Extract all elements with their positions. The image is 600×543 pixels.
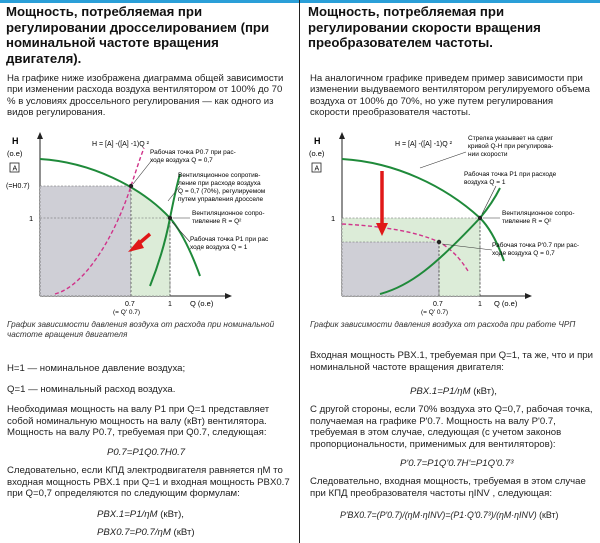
q1-def: Q=1 — номинальный расход воздуха. bbox=[7, 384, 176, 395]
curve-formula: H = [A] -([A] -1)Q ² bbox=[92, 141, 149, 148]
right-title: Мощность, потребляемая при регулировании скорости вращения преобразователем частоты. bbox=[308, 4, 541, 50]
right-caption: График зависимости давления воздуха от расхода при работе ЧРП bbox=[310, 320, 576, 329]
left-eff-text: Следовательно, если КПД электродвигателя равняется ηM то входная мощность PBX.1 при Q=1 и входная мощность PBX0.7 при Q=0,7 определяются по следующим формулам: bbox=[7, 465, 290, 500]
svg-text:(o.e): (o.e) bbox=[309, 149, 325, 158]
accent-bar-right bbox=[300, 0, 600, 3]
right-column bbox=[300, 0, 600, 543]
right-formula-3: P'BX0.7=(P'0.7)/(ηM·ηINV)=(P1·Q'0.7³)/(ηM·ηINV) (кВт) bbox=[340, 510, 559, 520]
point-p07 bbox=[129, 184, 133, 188]
svg-text:кривой Q-H при регулирова-: кривой Q-H при регулирова- bbox=[468, 143, 554, 150]
svg-text:Вентиляционное сопро-: Вентиляционное сопро- bbox=[192, 210, 265, 217]
right-formula-1: PBX.1=P1/ηM (кВт), bbox=[410, 386, 497, 397]
h1-def: H=1 — номинальное давление воздуха; bbox=[7, 363, 186, 374]
svg-text:Стрелка указывает на сдвиг: Стрелка указывает на сдвиг bbox=[468, 135, 554, 142]
point-p1 bbox=[168, 216, 172, 220]
svg-text:Рабочая точка P'0.7 при рас-: Рабочая точка P'0.7 при рас- bbox=[492, 242, 580, 249]
y-label: H bbox=[12, 136, 19, 146]
y-one: 1 bbox=[29, 214, 34, 223]
svg-text:(= Q' 0.7): (= Q' 0.7) bbox=[421, 309, 449, 316]
left-formula-3: PBX0.7=P0.7/ηM (кВт) bbox=[97, 527, 195, 538]
y-h07: (=H0.7) bbox=[6, 183, 30, 190]
left-caption: График зависимости давления воздуха от расхода при номинальной частоте вращения двигателя bbox=[7, 320, 275, 339]
svg-text:воздуха Q = 1: воздуха Q = 1 bbox=[464, 179, 506, 186]
left-formula-1: P0.7=P1Q0.7H0.7 bbox=[107, 447, 186, 458]
svg-text:Q (o.e): Q (o.e) bbox=[190, 299, 214, 308]
svg-text:H = [A] -([A] -1)Q ²: H = [A] -([A] -1)Q ² bbox=[395, 141, 452, 148]
svg-text:1: 1 bbox=[478, 301, 482, 308]
y-unit: (o.e) bbox=[7, 149, 23, 158]
svg-text:(= Q' 0.7): (= Q' 0.7) bbox=[113, 309, 141, 316]
svg-text:путем управления дросселе: путем управления дросселе bbox=[178, 196, 264, 203]
svg-text:Вентиляционное сопро-: Вентиляционное сопро- bbox=[502, 210, 575, 217]
svg-text:A: A bbox=[12, 165, 18, 173]
left-formula-2: PBX.1=P1/ηM (кВт), bbox=[97, 509, 184, 520]
svg-text:тивление R = Q²: тивление R = Q² bbox=[502, 218, 552, 225]
svg-text:0.7: 0.7 bbox=[125, 301, 135, 308]
svg-text:тивление R = Q²: тивление R = Q² bbox=[192, 218, 242, 225]
svg-text:ление при расходе воздуха: ление при расходе воздуха bbox=[178, 180, 261, 187]
left-chart bbox=[0, 126, 300, 316]
p07-rect bbox=[40, 186, 131, 296]
right-other-text: С другой стороны, если 70% воздуха это Q=0,7, рабочая точка, получаемая на графике P'0.7. Мощность на валу P'0.7, требуемая в этом случае, следующая (с учетом законов пропорциональности, применимых для вентиляторов): bbox=[310, 404, 593, 450]
svg-text:1: 1 bbox=[331, 214, 336, 223]
svg-text:1: 1 bbox=[168, 301, 172, 308]
svg-text:0.7: 0.7 bbox=[433, 301, 443, 308]
right-inv-text: Следовательно, входная мощность, требуемая в этом случае при КПД преобразователя частоты ηINV , следующая: bbox=[310, 476, 586, 499]
svg-text:Рабочая точка P1 при рас: Рабочая точка P1 при рас bbox=[190, 236, 269, 243]
svg-text:нии скорости: нии скорости bbox=[468, 151, 508, 158]
left-intro: На графике ниже изображена диаграмма общей зависимости при изменении расхода воздуха вентилятором от 100% до 70 % в условиях дроссельного регулирования — как одного из видов регулирования. bbox=[7, 73, 284, 119]
p07-rect-right bbox=[342, 242, 439, 296]
left-title: Мощность, потребляемая при регулировании дросселированием (при номинальной частоте вращения двигателя). bbox=[6, 4, 270, 66]
right-formula-2: P'0.7=P1Q'0.7H'=P1Q'0.7³ bbox=[400, 458, 514, 469]
svg-text:ходе воздуха Q = 1: ходе воздуха Q = 1 bbox=[190, 244, 248, 251]
accent-bar bbox=[0, 0, 300, 3]
svg-text:Вентиляционное сопротив-: Вентиляционное сопротив- bbox=[178, 172, 261, 179]
right-chart bbox=[300, 126, 600, 316]
svg-text:Рабочая точка P0.7 при рас-: Рабочая точка P0.7 при рас- bbox=[150, 149, 236, 156]
y-axis-arrow bbox=[37, 132, 43, 139]
left-power-text: Необходимая мощность на валу P1 при Q=1 представляет собой номинальную мощность на валу (кВт) вентилятора. Мощность на валу P0.7, требуемая при Q0.7, следующая: bbox=[7, 404, 270, 439]
svg-text:A: A bbox=[314, 165, 320, 173]
right-input-text: Входная мощность PBX.1, требуемая при Q=1, та же, что и при номинальной частоте вращения двигателя: bbox=[310, 350, 593, 373]
svg-text:H: H bbox=[314, 136, 321, 146]
svg-text:Q = 0,7 (70%), регулируемом: Q = 0,7 (70%), регулируемом bbox=[178, 188, 266, 195]
svg-text:ходе воздуха Q = 0,7: ходе воздуха Q = 0,7 bbox=[492, 250, 555, 257]
right-intro: На аналогичном графике приведем пример зависимости при изменении выдуваемого вентилятором регулируемого объема воздуха от 100% до 70%, но уже путем регулирования скорости преобразователя частоты. bbox=[310, 73, 590, 119]
svg-text:Рабочая точка P1 при расходе: Рабочая точка P1 при расходе bbox=[464, 171, 557, 178]
svg-text:Q (o.e): Q (o.e) bbox=[494, 299, 518, 308]
svg-text:ходе воздуха Q = 0,7: ходе воздуха Q = 0,7 bbox=[150, 157, 213, 164]
